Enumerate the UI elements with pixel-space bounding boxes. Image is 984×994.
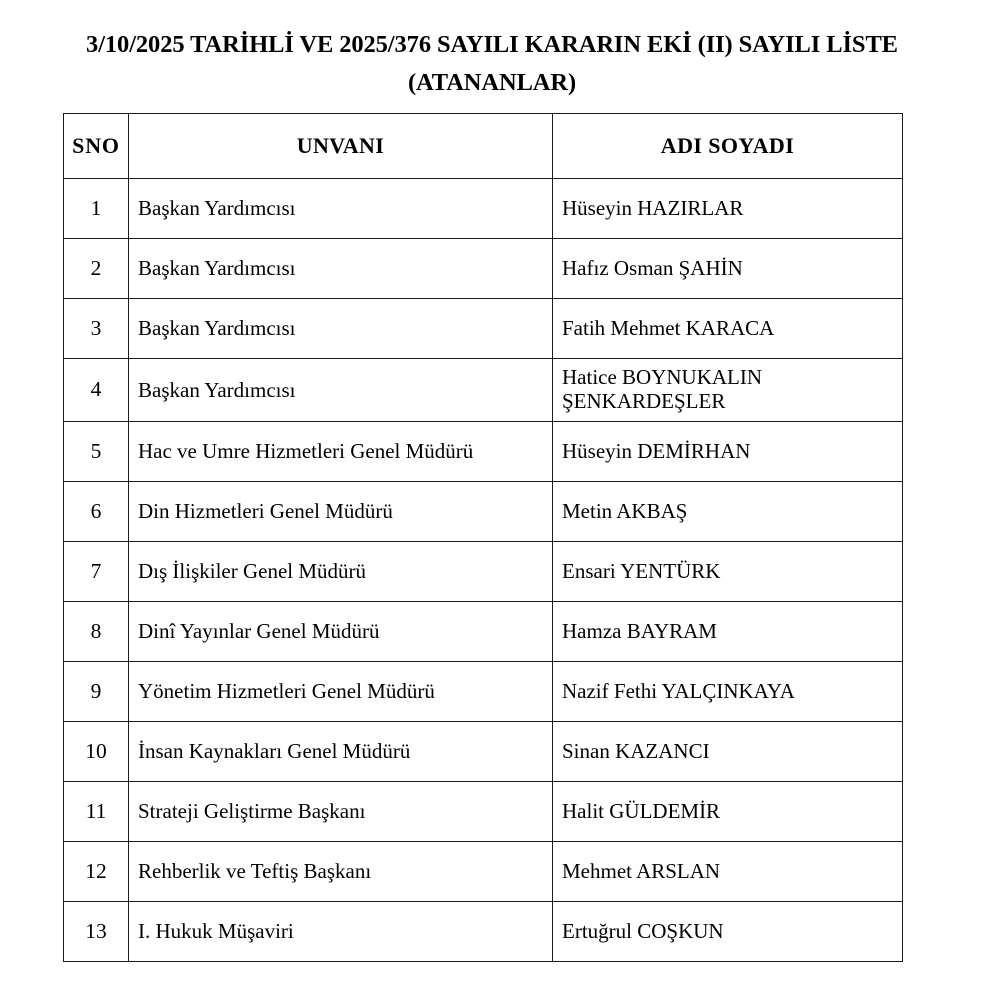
table-body (64, 179, 903, 962)
appointments-table-container (63, 113, 902, 962)
name-line-1: Hatice BOYNUKALIN (562, 365, 763, 390)
cell-unvani: I. Hukuk Müşaviri (129, 902, 553, 962)
cell-adi-soyadi: Hüseyin HAZIRLAR (553, 179, 903, 239)
table-header (64, 114, 903, 179)
page-title (52, 0, 932, 102)
table-row (64, 782, 903, 842)
cell-unvani: Strateji Geliştirme Başkanı (129, 782, 553, 842)
cell-unvani: Dış İlişkiler Genel Müdürü (129, 542, 553, 602)
column-header-sno: SNO (64, 114, 129, 179)
table-header-row (64, 114, 903, 179)
cell-unvani: Hac ve Umre Hizmetleri Genel Müdürü (129, 422, 553, 482)
column-header-unvani: UNVANI (129, 114, 553, 179)
table-row (64, 482, 903, 542)
table-row (64, 722, 903, 782)
title-line-1: 3/10/2025 TARİHLİ VE 2025/376 SAYILI KARARIN EKİ (II) SAYILI LİSTE (86, 31, 898, 58)
cell-sno: 6 (64, 482, 129, 542)
table-row (64, 179, 903, 239)
cell-unvani: Dinî Yayınlar Genel Müdürü (129, 602, 553, 662)
cell-adi-soyadi: Mehmet ARSLAN (553, 842, 903, 902)
table-row (64, 542, 903, 602)
cell-sno: 7 (64, 542, 129, 602)
table-row (64, 239, 903, 299)
cell-unvani: Başkan Yardımcısı (129, 179, 553, 239)
cell-unvani: Başkan Yardımcısı (129, 359, 553, 422)
table-row (64, 602, 903, 662)
table-row (64, 902, 903, 962)
table-row (64, 422, 903, 482)
title-line-2: (ATANANLAR) (407, 69, 577, 96)
cell-unvani: Yönetim Hizmetleri Genel Müdürü (129, 662, 553, 722)
cell-sno: 12 (64, 842, 129, 902)
cell-adi-soyadi: Hüseyin DEMİRHAN (553, 422, 903, 482)
name-line-2: ŞENKARDEŞLER (562, 389, 726, 413)
cell-sno: 4 (64, 359, 129, 422)
cell-adi-soyadi (553, 359, 903, 422)
cell-adi-soyadi: Fatih Mehmet KARACA (553, 299, 903, 359)
cell-sno: 10 (64, 722, 129, 782)
table-row (64, 662, 903, 722)
table-row (64, 842, 903, 902)
cell-sno: 5 (64, 422, 129, 482)
cell-unvani: İnsan Kaynakları Genel Müdürü (129, 722, 553, 782)
cell-sno: 11 (64, 782, 129, 842)
cell-unvani: Başkan Yardımcısı (129, 299, 553, 359)
cell-adi-soyadi: Metin AKBAŞ (553, 482, 903, 542)
cell-unvani: Din Hizmetleri Genel Müdürü (129, 482, 553, 542)
cell-sno: 1 (64, 179, 129, 239)
cell-adi-soyadi: Nazif Fethi YALÇINKAYA (553, 662, 903, 722)
cell-adi-soyadi: Sinan KAZANCI (553, 722, 903, 782)
cell-sno: 2 (64, 239, 129, 299)
cell-adi-soyadi: Hafız Osman ŞAHİN (553, 239, 903, 299)
table-row (64, 359, 903, 422)
cell-unvani: Rehberlik ve Teftiş Başkanı (129, 842, 553, 902)
column-header-adi-soyadi: ADI SOYADI (553, 114, 903, 179)
cell-sno: 9 (64, 662, 129, 722)
cell-adi-soyadi: Hamza BAYRAM (553, 602, 903, 662)
cell-adi-soyadi: Halit GÜLDEMİR (553, 782, 903, 842)
cell-adi-soyadi: Ertuğrul COŞKUN (553, 902, 903, 962)
cell-sno: 8 (64, 602, 129, 662)
cell-adi-soyadi: Ensari YENTÜRK (553, 542, 903, 602)
cell-unvani: Başkan Yardımcısı (129, 239, 553, 299)
cell-sno: 3 (64, 299, 129, 359)
table-row (64, 299, 903, 359)
name-wrapped (562, 366, 896, 413)
cell-sno: 13 (64, 902, 129, 962)
appointments-table (63, 113, 903, 962)
